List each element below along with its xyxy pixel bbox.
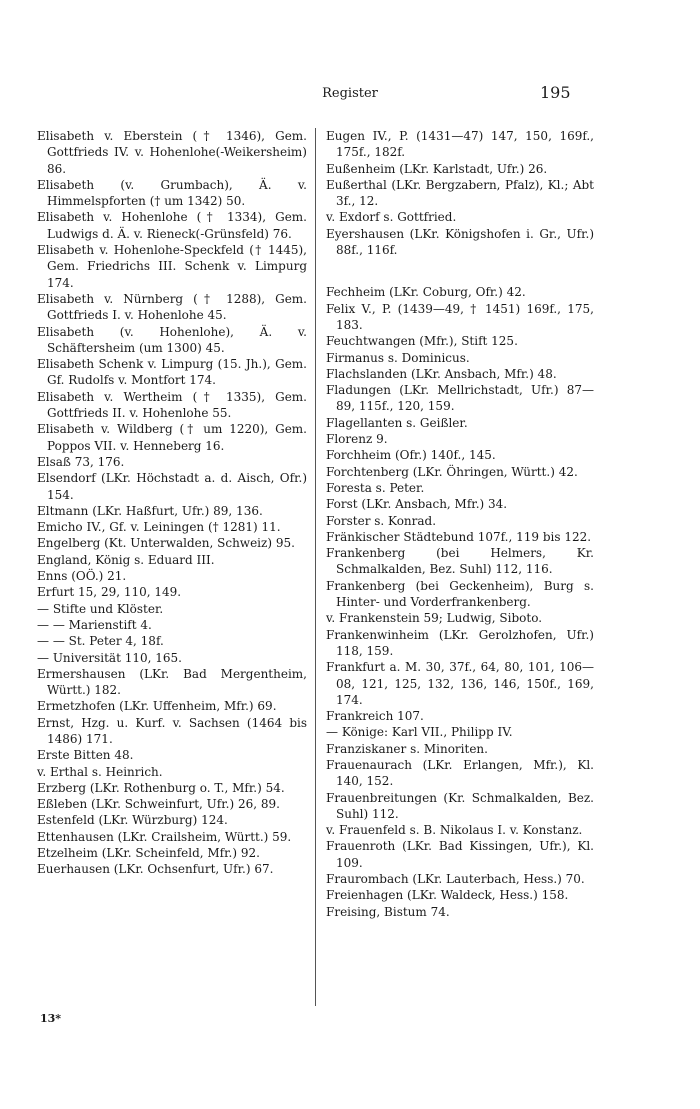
section-gap (326, 258, 594, 284)
register-entry: Forster s. Konrad. (326, 513, 437, 528)
register-entry: Frankenwinheim (LKr. Gerolzhofen, Ufr.) 118, 159. (326, 627, 594, 658)
register-entry: Ernst, Hzg. u. Kurf. v. Sachsen (1464 bis 1486) 171. (37, 715, 307, 746)
register-entry: Elsaß 73, 176. (37, 454, 125, 469)
register-entry: Eltmann (LKr. Haßfurt, Ufr.) 89, 136. (37, 503, 263, 518)
page-number: 195 (540, 83, 571, 102)
register-entry: v. Frankenstein 59; Ludwig, Siboto. (326, 611, 543, 626)
register-entry: Eugen IV., P. (1431—47) 147, 150, 169f., 175f., 182f. (326, 129, 594, 160)
register-entry: Frauenroth (LKr. Bad Kissingen, Ufr.), Kl. 109. (326, 839, 594, 870)
register-entry: Ermetzhofen (LKr. Uffenheim, Mfr.) 69. (37, 699, 277, 714)
register-entry: Elisabeth v. Eberstein († 1346), Gem. Gottfrieds IV. v. Hohenlohe(-Weikersheim) 86. (37, 129, 307, 176)
register-entry: Elisabeth Schenk v. Limpurg (15. Jh.), Gem. Gf. Rudolfs v. Montfort 174. (37, 357, 307, 388)
register-entry: Elsendorf (LKr. Höchstadt a. d. Aisch, Ofr.) 154. (37, 471, 307, 502)
column-divider (315, 128, 316, 1006)
register-entry: Ettenhausen (LKr. Crailsheim, Württ.) 59. (37, 829, 292, 844)
register-entry: Firmanus s. Dominicus. (326, 350, 470, 365)
register-entry: Flachslanden (LKr. Ansbach, Mfr.) 48. (326, 366, 557, 381)
register-entry: Elisabeth (v. Grumbach), Ä. v. Himmelspforten († um 1342) 50. (37, 177, 307, 209)
register-entry: Elisabeth v. Wertheim († 1335), Gem. Gottfrieds II. v. Hohenlohe 55. (37, 389, 307, 421)
register-entry: Elisabeth v. Nürnberg († 1288), Gem. Gottfrieds I. v. Hohenlohe 45. (37, 291, 307, 323)
register-entry: Frankenberg (bei Helmers, Kr. Schmalkalden, Bez. Suhl) 112, 116. (326, 546, 594, 577)
register-entry: v. Frauenfeld s. B. Nikolaus I. v. Konstanz. (326, 823, 583, 838)
register-entry: Frauenbreitungen (Kr. Schmalkalden, Bez. Suhl) 112. (326, 790, 594, 821)
register-entry: Fladungen (LKr. Mellrichstadt, Ufr.) 87—89, 115f., 120, 159. (326, 383, 594, 414)
register-entry: Estenfeld (LKr. Würzburg) 124. (37, 813, 228, 828)
register-entry: Forchheim (Ofr.) 140f., 145. (326, 448, 496, 463)
register-entry: Eßleben (LKr. Schweinfurt, Ufr.) 26, 89. (37, 797, 280, 812)
register-entry: Erzberg (LKr. Rothenburg o. T., Mfr.) 54. (37, 780, 285, 795)
signature-mark: 13* (40, 1012, 62, 1025)
register-entry: Erfurt 15, 29, 110, 149. (37, 585, 182, 600)
register-entry: Foresta s. Peter. (326, 480, 425, 495)
register-entry: Emicho IV., Gf. v. Leiningen († 1281) 11. (37, 520, 281, 535)
register-entry: Freising, Bistum 74. (326, 904, 450, 919)
register-entry: Freienhagen (LKr. Waldeck, Hess.) 158. (326, 888, 569, 903)
register-entry: Fränkischer Städtebund 107f., 119 bis 122. (326, 529, 592, 544)
register-entry: v. Exdorf s. Gottfried. (326, 210, 457, 225)
register-entry: England, König s. Eduard III. (37, 552, 215, 567)
register-entry: — Universität 110, 165. (37, 650, 182, 665)
register-entry: Fechheim (LKr. Coburg, Ofr.) 42. (326, 285, 526, 300)
register-column-right (326, 128, 594, 920)
page-title: Register (322, 86, 378, 101)
register-entry: — — St. Peter 4, 18f. (37, 634, 164, 649)
register-entry: Eußerthal (LKr. Bergzabern, Pfalz), Kl.; Abt 3f., 12. (326, 177, 594, 209)
register-entry: — Stifte und Klöster. (37, 601, 164, 616)
register-entry: — — Marienstift 4. (37, 617, 152, 632)
register-entry: Erste Bitten 48. (37, 748, 134, 763)
register-entry: Frankreich 107. (326, 709, 424, 724)
register-entry: Felix V., P. (1439—49, † 1451) 169f., 175, 183. (326, 301, 594, 332)
register-entry: Fraurombach (LKr. Lauterbach, Hess.) 70. (326, 872, 585, 887)
register-entry: Eußenheim (LKr. Karlstadt, Ufr.) 26. (326, 161, 548, 176)
register-entry: Frankenberg (bei Geckenheim), Burg s. Hinter- und Vorderfrankenberg. (326, 578, 594, 610)
register-entry: Florenz 9. (326, 432, 388, 447)
register-section-f (326, 284, 594, 920)
register-section-e (326, 128, 594, 258)
register-entry: Euerhausen (LKr. Ochsenfurt, Ufr.) 67. (37, 862, 274, 877)
register-entry: Ermershausen (LKr. Bad Mergentheim, Württ.) 182. (37, 666, 307, 698)
register-entry: — Könige: Karl VII., Philipp IV. (326, 725, 513, 740)
register-entry: Frankfurt a. M. 30, 37f., 64, 80, 101, 106—08, 121, 125, 132, 136, 146, 150f., 169, 174. (326, 660, 594, 707)
register-entry: Elisabeth (v. Hohenlohe), Ä. v. Schäftersheim (um 1300) 45. (37, 324, 307, 355)
register-entry: Forchtenberg (LKr. Öhringen, Württ.) 42. (326, 464, 578, 479)
register-entry: Elisabeth v. Hohenlohe-Speckfeld († 1445), Gem. Friedrichs III. Schenk v. Limpurg 174. (37, 243, 307, 290)
register-entry: Engelberg (Kt. Unterwalden, Schweiz) 95. (37, 536, 295, 551)
register-entry: v. Erthal s. Heinrich. (37, 764, 163, 779)
register-entry: Eyershausen (LKr. Königshofen i. Gr., Ufr.) 88f., 116f. (326, 226, 594, 258)
register-entry: Elisabeth v. Wildberg († um 1220), Gem. Poppos VII. v. Henneberg 16. (37, 422, 307, 453)
register-entry: Enns (OÖ.) 21. (37, 569, 127, 584)
register-entry: Franziskaner s. Minoriten. (326, 741, 488, 756)
register-entry: Etzelheim (LKr. Scheinfeld, Mfr.) 92. (37, 846, 260, 861)
register-column-left (37, 128, 307, 878)
register-entry: Frauenaurach (LKr. Erlangen, Mfr.), Kl. 140, 152. (326, 757, 594, 789)
register-entry: Forst (LKr. Ansbach, Mfr.) 34. (326, 497, 508, 512)
register-entry: Flagellanten s. Geißler. (326, 415, 468, 430)
register-entry: Feuchtwangen (Mfr.), Stift 125. (326, 334, 518, 349)
register-entry: Elisabeth v. Hohenlohe († 1334), Gem. Ludwigs d. Ä. v. Rieneck(-Grünsfeld) 76. (37, 210, 307, 241)
